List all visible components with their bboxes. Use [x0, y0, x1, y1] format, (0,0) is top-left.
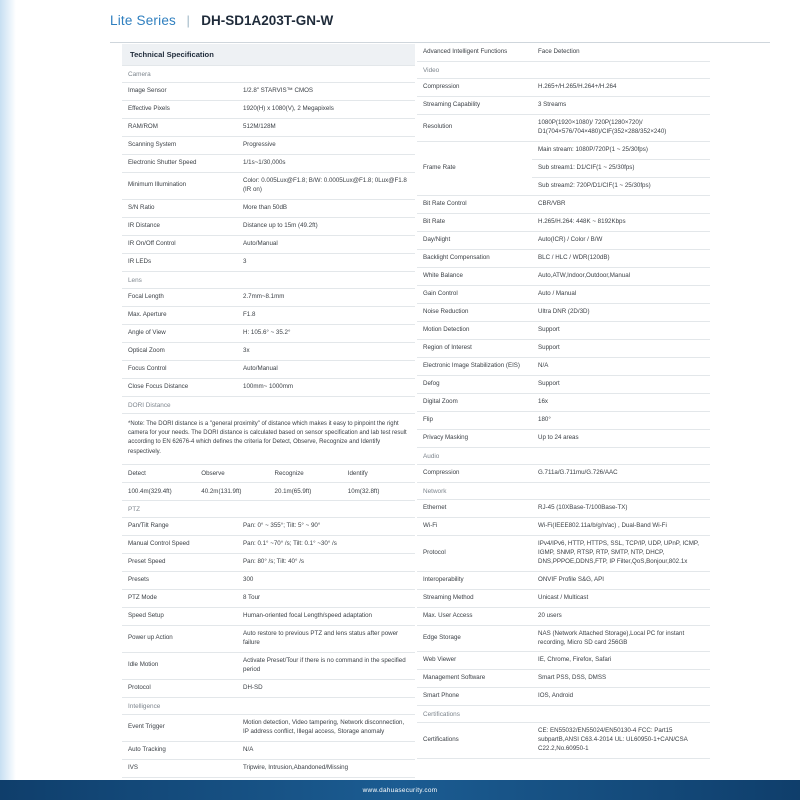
spec-key: Advanced Intelligent Functions — [417, 44, 532, 61]
spec-key: Image Sensor — [122, 83, 237, 100]
spec-value: NAS (Network Attached Storage),Local PC for instant recording, Micro SD card 256GB — [532, 625, 710, 652]
spec-value: Pan: 80° /s; Tilt: 40° /s — [237, 553, 415, 571]
table-intelligence — [122, 715, 415, 778]
table-row — [122, 378, 415, 396]
spec-key: Max. Aperture — [122, 306, 237, 324]
spec-value: N/A — [237, 741, 415, 759]
table-row — [122, 553, 415, 571]
left-column — [122, 44, 415, 778]
spec-key: Electronic Image Stabilization (EIS) — [417, 357, 532, 375]
spec-key: Max. User Access — [417, 607, 532, 625]
table-row — [122, 136, 415, 154]
spec-value: IOS, Android — [532, 688, 710, 706]
spec-key: Gain Control — [417, 285, 532, 303]
table-row — [417, 79, 710, 96]
spec-value: H.265+/H.265/H.264+/H.264 — [532, 79, 710, 96]
table-row — [417, 213, 710, 231]
table-lens — [122, 289, 415, 397]
spec-value: Ultra DNR (2D/3D) — [532, 303, 710, 321]
spec-key: Presets — [122, 571, 237, 589]
spec-value: 3 Streams — [532, 96, 710, 114]
spec-key: Compression — [417, 79, 532, 96]
page-header — [110, 12, 760, 42]
table-row — [417, 375, 710, 393]
table-row — [417, 411, 710, 429]
spec-value: 1080P(1920×1080)/ 720P(1280×720)/ D1(704×576/704×480)/CIF(352×288/352×240) — [532, 114, 710, 141]
spec-value: H: 105.6° ~ 35.2° — [237, 324, 415, 342]
spec-value: Tripwire, Intrusion,Abandoned/Missing — [237, 759, 415, 777]
spec-value: Color: 0.005Lux@F1.8; B/W: 0.0005Lux@F1.8; 0Lux@F1.8 (IR on) — [237, 172, 415, 199]
spec-value: 1/1s~1/30,000s — [237, 154, 415, 172]
spec-value: Human-oriented focal Length/speed adaptation — [237, 607, 415, 625]
spec-key: Speed Setup — [122, 607, 237, 625]
table-row — [417, 652, 710, 670]
page-footer — [0, 780, 800, 800]
section-header-lens: Lens — [122, 272, 415, 289]
spec-value: Auto(ICR) / Color / B/W — [532, 231, 710, 249]
spec-value: 20 users — [532, 607, 710, 625]
spec-value: 8 Tour — [237, 589, 415, 607]
dori-value: 10m(32.8ft) — [342, 482, 415, 500]
spec-value: Auto / Manual — [532, 285, 710, 303]
spec-key: IR LEDs — [122, 253, 237, 271]
table-row — [417, 44, 710, 61]
frame-rate-list — [532, 142, 710, 195]
spec-value: Progressive — [237, 136, 415, 154]
spec-key: Interoperability — [417, 571, 532, 589]
table-row — [122, 535, 415, 553]
spec-value: Support — [532, 339, 710, 357]
product-model: DH-SD1A203T-GN-W — [201, 13, 334, 28]
spec-value: IE, Chrome, Firefox, Safari — [532, 652, 710, 670]
frame-rate-sub2: Sub stream2: 720P/D1/CIF(1 ~ 25/30fps) — [538, 181, 651, 189]
spec-key: White Balance — [417, 267, 532, 285]
spec-key: Noise Reduction — [417, 303, 532, 321]
spec-key: Event Trigger — [122, 715, 237, 741]
spec-value: Auto restore to previous PTZ and lens status after power failure — [237, 625, 415, 652]
spec-value: Activate Preset/Tour if there is no command in the specified period — [237, 652, 415, 679]
table-row — [417, 195, 710, 213]
table-row — [417, 339, 710, 357]
spec-key: Focal Length — [122, 289, 237, 306]
left-accent-strip — [0, 0, 16, 800]
section-header-camera: Camera — [122, 66, 415, 83]
spec-value: 1920(H) x 1080(V), 2 Megapixels — [237, 100, 415, 118]
spec-key: Defog — [417, 375, 532, 393]
table-row — [122, 625, 415, 652]
spec-value: CBR/VBR — [532, 195, 710, 213]
right-accent-strip — [790, 0, 800, 800]
table-row — [417, 303, 710, 321]
spec-key: Minimum Illumination — [122, 172, 237, 199]
spec-key: RAM/ROM — [122, 118, 237, 136]
spec-key: Optical Zoom — [122, 342, 237, 360]
spec-value: 1/2.8" STARVIS™ CMOS — [237, 83, 415, 100]
spec-key: Digital Zoom — [417, 393, 532, 411]
footer-url[interactable]: www.dahuasecurity.com — [362, 786, 438, 794]
table-row — [122, 518, 415, 535]
spec-key: IR Distance — [122, 217, 237, 235]
dori-value: 20.1m(65.9ft) — [269, 482, 342, 500]
spec-value: Support — [532, 375, 710, 393]
spec-value: G.711a/G.711mu/G.726/AAC — [532, 465, 710, 482]
table-row — [417, 723, 710, 758]
table-row — [417, 321, 710, 339]
table-row — [417, 267, 710, 285]
table-dori — [122, 465, 415, 501]
table-row — [417, 670, 710, 688]
table-row — [122, 715, 415, 741]
spec-value: BLC / HLC / WDR(120dB) — [532, 249, 710, 267]
spec-value: Wi-Fi(IEEE802.11a/b/g/n/ac) , Dual-Band Wi-Fi — [532, 517, 710, 535]
section-header-intelligence: Intelligence — [122, 698, 415, 715]
table-row — [122, 289, 415, 306]
table-row — [417, 625, 710, 652]
table-row — [122, 172, 415, 199]
spec-key: Backlight Compensation — [417, 249, 532, 267]
spec-key: Effective Pixels — [122, 100, 237, 118]
header-divider: | — [186, 13, 190, 28]
table-row — [417, 357, 710, 375]
spec-value: 2.7mm~8.1mm — [237, 289, 415, 306]
spec-value: Up to 24 areas — [532, 429, 710, 447]
spec-key: Edge Storage — [417, 625, 532, 652]
table-row — [122, 741, 415, 759]
dori-header: Recognize — [269, 465, 342, 483]
dori-note: *Note: The DORI distance is a "general proximity" of distance which makes it easy to pinpoint the right camera for your needs. The DORI distance is calculated based on sensor specification and lab test result according to EN 62676-4 which defines the criteria for Detect, Observe, Recognize and Identify respectively. — [122, 414, 415, 465]
spec-key: Ethernet — [417, 500, 532, 517]
table-audio — [417, 465, 710, 483]
spec-value: 180° — [532, 411, 710, 429]
spec-key: Pan/Tilt Range — [122, 518, 237, 535]
spec-key: Preset Speed — [122, 553, 237, 571]
spec-value: DH-SD — [237, 679, 415, 697]
table-row — [417, 607, 710, 625]
dori-header: Identify — [342, 465, 415, 483]
spec-key: Wi-Fi — [417, 517, 532, 535]
table-camera — [122, 83, 415, 272]
table-row — [122, 83, 415, 100]
table-row — [122, 100, 415, 118]
table-row — [417, 535, 710, 571]
spec-key: Compression — [417, 465, 532, 482]
spec-value: Unicast / Multicast — [532, 589, 710, 607]
right-column — [417, 44, 710, 759]
spec-value: H.265/H.264: 448K ~ 8192Kbps — [532, 213, 710, 231]
table-row — [122, 342, 415, 360]
spec-key: Power up Action — [122, 625, 237, 652]
table-row — [122, 465, 415, 483]
spec-key: Resolution — [417, 114, 532, 141]
spec-value: 512M/128M — [237, 118, 415, 136]
table-row — [122, 679, 415, 697]
table-row — [122, 324, 415, 342]
table-row — [417, 285, 710, 303]
table-row — [417, 249, 710, 267]
table-video — [417, 79, 710, 448]
table-row — [417, 96, 710, 114]
table-row — [122, 571, 415, 589]
table-row — [122, 607, 415, 625]
spec-key: Bit Rate — [417, 213, 532, 231]
spec-value: Support — [532, 321, 710, 339]
spec-key: Privacy Masking — [417, 429, 532, 447]
spec-value: N/A — [532, 357, 710, 375]
spec-key: Day/Night — [417, 231, 532, 249]
spec-value: F1.8 — [237, 306, 415, 324]
spec-value: Smart PSS, DSS, DMSS — [532, 670, 710, 688]
dori-value: 100.4m(329.4ft) — [122, 482, 195, 500]
spec-key: Protocol — [417, 535, 532, 571]
table-row — [122, 360, 415, 378]
spec-key: Idle Motion — [122, 652, 237, 679]
spec-key: Region of Interest — [417, 339, 532, 357]
table-row — [122, 306, 415, 324]
spec-value: Pan: 0° ~ 355°; Tilt: 5° ~ 90° — [237, 518, 415, 535]
section-header-certifications: Certifications — [417, 706, 710, 723]
list-item — [532, 159, 710, 177]
table-row — [417, 393, 710, 411]
spec-key: Scanning System — [122, 136, 237, 154]
spec-key: PTZ Mode — [122, 589, 237, 607]
spec-key: Auto Tracking — [122, 741, 237, 759]
table-row — [122, 154, 415, 172]
spec-key: Web Viewer — [417, 652, 532, 670]
spec-key: Focus Control — [122, 360, 237, 378]
frame-rate-sub1: Sub stream1: D1/CIF(1 ~ 25/30fps) — [532, 159, 710, 177]
spec-key: Protocol — [122, 679, 237, 697]
spec-key: Streaming Capability — [417, 96, 532, 114]
spec-value: Face Detection — [532, 44, 710, 61]
dori-value: 40.2m(131.9ft) — [195, 482, 268, 500]
spec-value: 3x — [237, 342, 415, 360]
spec-key: Close Focus Distance — [122, 378, 237, 396]
spec-value-group — [532, 141, 710, 195]
spec-value: CE: EN55032/EN55024/EN50130-4 FCC: Part15 subpartB,ANSI C63.4-2014 UL: UL60950-1+CAN/CSA C22.2,No.60950-1 — [532, 723, 710, 758]
page-title: Technical Specification — [122, 44, 415, 66]
section-header-video: Video — [417, 62, 710, 79]
spec-value: RJ-45 (10XBase-T/100Base-TX) — [532, 500, 710, 517]
table-row — [122, 235, 415, 253]
table-row — [417, 141, 710, 195]
table-row — [122, 652, 415, 679]
table-ptz — [122, 518, 415, 698]
table-row — [417, 500, 710, 517]
table-row — [122, 217, 415, 235]
table-network — [417, 500, 710, 707]
spec-value: More than 50dB — [237, 199, 415, 217]
spec-key: IR On/Off Control — [122, 235, 237, 253]
spec-key: Smart Phone — [417, 688, 532, 706]
spec-key: Angle of View — [122, 324, 237, 342]
section-header-network: Network — [417, 483, 710, 500]
product-series: Lite Series — [110, 13, 176, 28]
list-item — [532, 142, 710, 159]
table-row — [122, 199, 415, 217]
spec-key: Flip — [417, 411, 532, 429]
spec-key: Management Software — [417, 670, 532, 688]
spec-value: Motion detection, Video tampering, Network disconnection, IP address conflict, Illegal access, Storage anomaly — [237, 715, 415, 741]
spec-key: IVS — [122, 759, 237, 777]
table-certifications — [417, 723, 710, 759]
spec-value: 300 — [237, 571, 415, 589]
table-row — [417, 589, 710, 607]
spec-key: S/N Ratio — [122, 199, 237, 217]
spec-value: 16x — [532, 393, 710, 411]
spec-value: IPv4/IPv6, HTTP, HTTPS, SSL, TCP/IP, UDP, UPnP, ICMP, IGMP, SNMP, RTSP, RTP, SMTP, NTP, DHCP, DNS,PPPOE,DDNS,FTP, IP Filter,QoS,Bonjour,802.1x — [532, 535, 710, 571]
spec-key: Electronic Shutter Speed — [122, 154, 237, 172]
spec-key: Motion Detection — [417, 321, 532, 339]
table-row — [417, 231, 710, 249]
dori-header: Observe — [195, 465, 268, 483]
frame-rate-main: Main stream: 1080P/720P(1 ~ 25/30fps) — [532, 142, 710, 159]
table-row — [417, 114, 710, 141]
spec-key: Streaming Method — [417, 589, 532, 607]
table-row — [417, 517, 710, 535]
table-row — [417, 571, 710, 589]
spec-value: 100mm~ 1000mm — [237, 378, 415, 396]
table-row — [417, 688, 710, 706]
section-header-ptz: PTZ — [122, 501, 415, 518]
table-row — [417, 429, 710, 447]
table-row — [122, 253, 415, 271]
table-row — [122, 482, 415, 500]
spec-key: Certifications — [417, 723, 532, 758]
spec-value: Distance up to 15m (49.2ft) — [237, 217, 415, 235]
spec-key: Manual Control Speed — [122, 535, 237, 553]
table-row — [122, 589, 415, 607]
section-header-audio: Audio — [417, 448, 710, 465]
header-rule — [110, 42, 770, 43]
spec-value: Auto/Manual — [237, 235, 415, 253]
table-row — [122, 759, 415, 777]
spec-value: Auto,ATW,Indoor,Outdoor,Manual — [532, 267, 710, 285]
section-header-dori: DORI Distance — [122, 397, 415, 414]
spec-value: 3 — [237, 253, 415, 271]
spec-key: Bit Rate Control — [417, 195, 532, 213]
spec-key: Frame Rate — [417, 141, 532, 195]
list-item — [532, 177, 710, 194]
table-advanced-functions — [417, 44, 710, 62]
table-row — [417, 465, 710, 482]
spec-value: Pan: 0.1° ~70° /s; Tilt: 0.1° ~30° /s — [237, 535, 415, 553]
table-row — [122, 118, 415, 136]
spec-value: ONVIF Profile S&G, API — [532, 571, 710, 589]
dori-header: Detect — [122, 465, 195, 483]
spec-value: Auto/Manual — [237, 360, 415, 378]
